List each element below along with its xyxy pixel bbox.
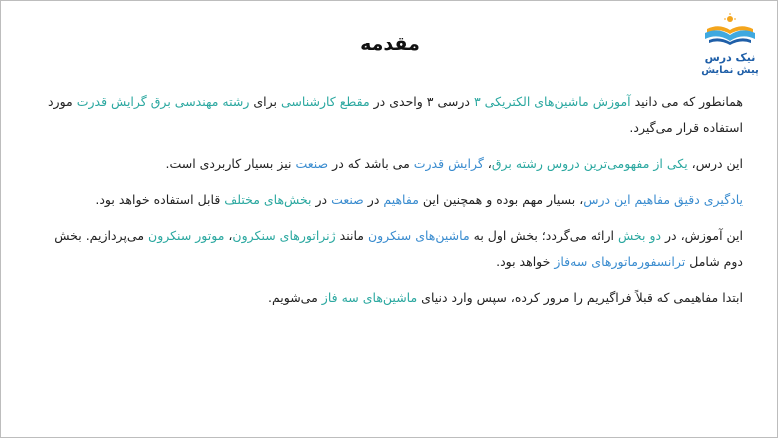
- text: در: [363, 192, 384, 207]
- text: ،: [483, 156, 492, 171]
- highlight: ژنراتورهای سنکرون: [232, 228, 336, 243]
- highlight: صنعت: [295, 156, 329, 171]
- highlight: ماشین‌های سنکرون: [367, 228, 470, 243]
- highlight: بخش‌های مختلف: [224, 192, 312, 207]
- logo-subtitle: پیش نمایش: [701, 65, 759, 76]
- text: می باشد که در: [328, 156, 414, 171]
- text: مورد استفاده قرار می‌گیرد.: [47, 94, 743, 135]
- logo-title: نیک درس: [704, 51, 756, 64]
- text: نیز بسیار کاربردی است.: [165, 156, 296, 171]
- paragraph-3: [33, 187, 743, 213]
- page-title: مقدمه: [360, 33, 420, 55]
- text: ،: [224, 228, 233, 243]
- highlight: آموزش ماشین‌های الکتریکی ۳: [473, 94, 631, 109]
- paragraph-4: [33, 223, 743, 275]
- text: مانند: [335, 228, 368, 243]
- highlight: صنعت: [331, 192, 364, 207]
- highlight: مفاهیم: [383, 192, 419, 207]
- text: برای: [249, 94, 282, 109]
- highlight: یکی از مفهومی‌ترین دروس رشته برق: [491, 156, 688, 171]
- highlight: موتور سنکرون: [148, 228, 225, 243]
- text: این درس،: [687, 156, 743, 171]
- text: همانطور که می دانید: [630, 94, 743, 109]
- highlight: ترانسفورماتورهای سه‌فاز: [554, 254, 686, 269]
- text: خواهد بود.: [496, 254, 555, 269]
- highlight: یادگیری دقیق مفاهیم این درس: [583, 192, 743, 207]
- paragraph-5: [33, 285, 743, 311]
- text: ارائه می‌گردد؛ بخش اول به: [469, 228, 618, 243]
- paragraph-1: [33, 89, 743, 141]
- text: درسی ۳ واحدی در: [369, 94, 474, 109]
- text: قابل استفاده خواهد بود.: [95, 192, 225, 207]
- highlight: گرایش قدرت: [413, 156, 484, 171]
- highlight: دو بخش: [617, 228, 662, 243]
- text: این آموزش، در: [661, 228, 743, 243]
- highlight: ماشین‌های سه فاز: [321, 290, 418, 305]
- content: [33, 89, 743, 321]
- logo: [699, 13, 761, 79]
- text: ، بسیار مهم بوده و همچنین این: [418, 192, 584, 207]
- highlight: مقطع کارشناسی: [281, 94, 370, 109]
- text: ابتدا مفاهیمی که قبلاً فراگیریم را مرور کرده، سپس وارد دنیای: [417, 290, 743, 305]
- book-logo-icon: [699, 13, 761, 53]
- text: می‌پردازیم. بخش دوم شامل: [54, 228, 743, 269]
- paragraph-2: [33, 151, 743, 177]
- text: در: [311, 192, 332, 207]
- text: می‌شویم.: [267, 290, 322, 305]
- highlight: رشته مهندسی برق گرایش قدرت: [76, 94, 250, 109]
